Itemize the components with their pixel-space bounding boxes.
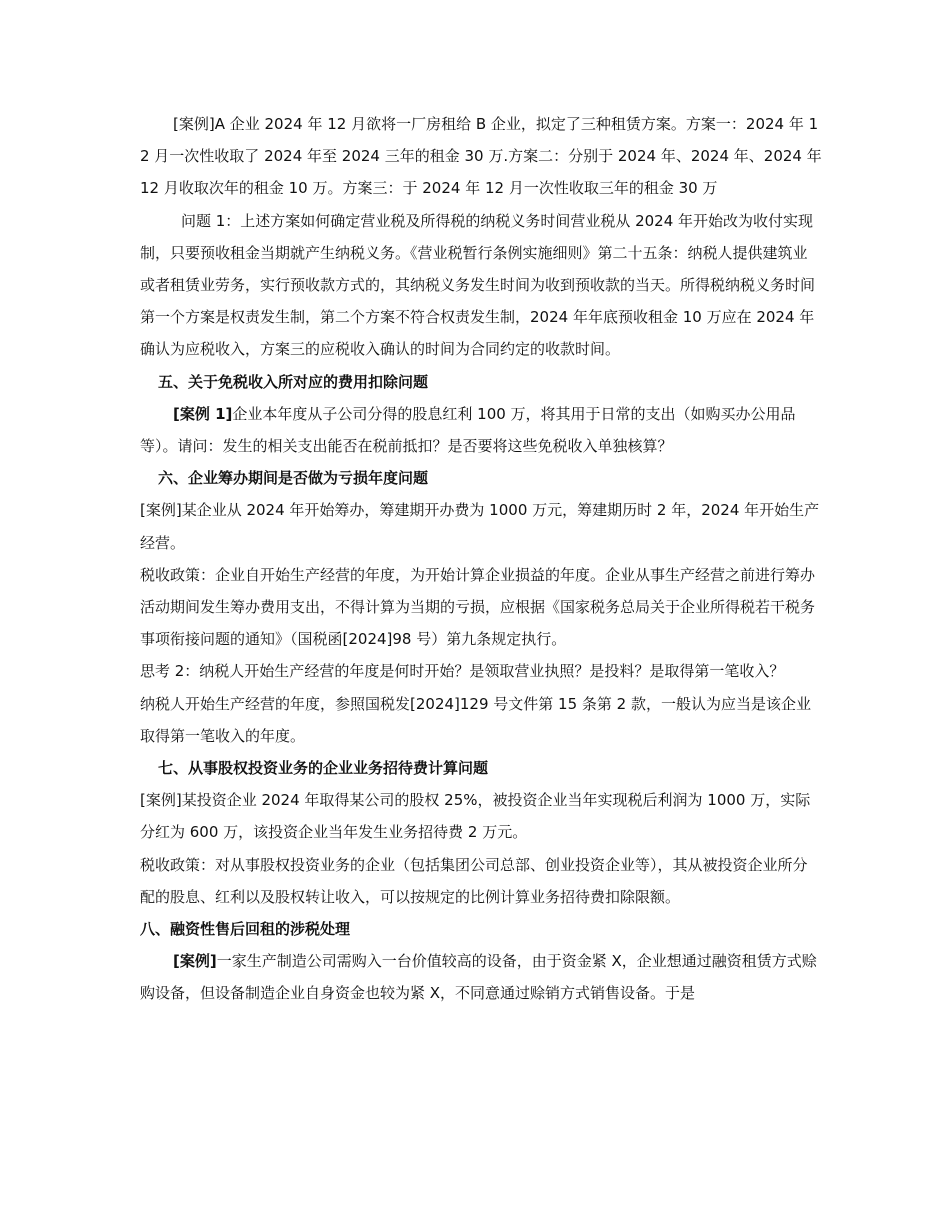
heading-section-6: 六、企业筹办期间是否做为亏损年度问题 [158,469,429,488]
policy-7-paragraph: 税收政策：对从事股权投资业务的企业（包括集团公司总部、创业投资企业等），其从被投资企业所分配的股息、红利以及股权转让收入，可以按规定的比例计算业务招待费扣除限额。 [140,855,808,906]
case-5-text: 企业本年度从子公司分得的股息红利 100 万，将其用于日常的支出（如购买办公用品等）。请问：发生的相关支出能否在税前抵扣？是否要将这些免税收入单独核算？ [140,404,796,456]
answer-2-paragraph: 纳税人开始生产经营的年度，参照国税发[2024]129 号文件第 15 条第 2 款，一般认为应当是该企业取得第一笔收入的年度。 [140,694,811,745]
heading-section-8: 八、融资性售后回租的涉税处理 [140,920,351,939]
case-5-label: [案例 1] [173,404,233,423]
case-rental-paragraph: [案例]A 企业 2024 年 12 月欲将一厂房租给 B 企业，拟定了三种租赁方案。方案一：2024 年 12 月一次性收取了 2024 年至 2024 三年的租金 30 万.方案二：分别于 2024 年、2024 年、2024 年 12 月收取次年的租金 10 万。方案三：于 2024 年 12 月一次性收取三年的租金 30 万 [140,115,822,198]
case-7-paragraph: [案例]某投资企业 2024 年取得某公司的股权 25%，被投资企业当年实现税后利润为 1000 万，实际分红为 600 万，该投资企业当年发生业务招待费 2 万元。 [140,791,811,842]
heading-section-5: 五、关于免税收入所对应的费用扣除问题 [158,372,429,391]
case-8-text: 一家生产制造公司需购入一台价值较高的设备，由于资金紧 X，企业想通过融资租赁方式赊购设备，但设备制造企业自身资金也较为紧 X，不同意通过赊销方式销售设备。于是 [140,952,817,1003]
policy-6-paragraph: 税收政策：企业自开始生产经营的年度，为开始计算企业损益的年度。企业从事生产经营之前进行筹办活动期间发生筹办费用支出，不得计算为当期的亏损，应根据《国家税务总局关于企业所得税若干税务事项衔接问题的通知》（国税函[2024]98 号）第九条规定执行。 [140,565,816,649]
case-8-paragraph [140,945,822,1009]
case-8-label: [案例] [173,952,217,971]
case-5-paragraph [140,398,822,462]
case-6-paragraph: [案例]某企业从 2024 年开始筹办，筹建期开办费为 1000 万元，筹建期历时 2 年，2024 年开始生产经营。 [140,501,820,552]
document-page [140,108,822,1010]
question-1-paragraph: 问题 1：上述方案如何确定营业税及所得税的纳税义务时间营业税从 2024 年开始改为收付实现制，只要预收租金当期就产生纳税义务。《营业税暂行条例实施细则》第二十五条：纳税人提供建筑业或者租赁业劳务，实行预收款方式的，其纳税义务发生时间为收到预收款的当天。所得税纳税义务时间第一个方案是权责发生制，第二个方案不符合权责发生制，2024 年年底预收租金 10 万应在 2024 年确认为应税收入，方案三的应税收入确认的时间为合同约定的收款时间。 [140,211,816,359]
think-2-paragraph: 思考 2：纳税人开始生产经营的年度是何时开始？是领取营业执照？是投料？是取得第一笔收入？ [140,662,785,681]
heading-section-7: 七、从事股权投资业务的企业业务招待费计算问题 [158,759,489,778]
